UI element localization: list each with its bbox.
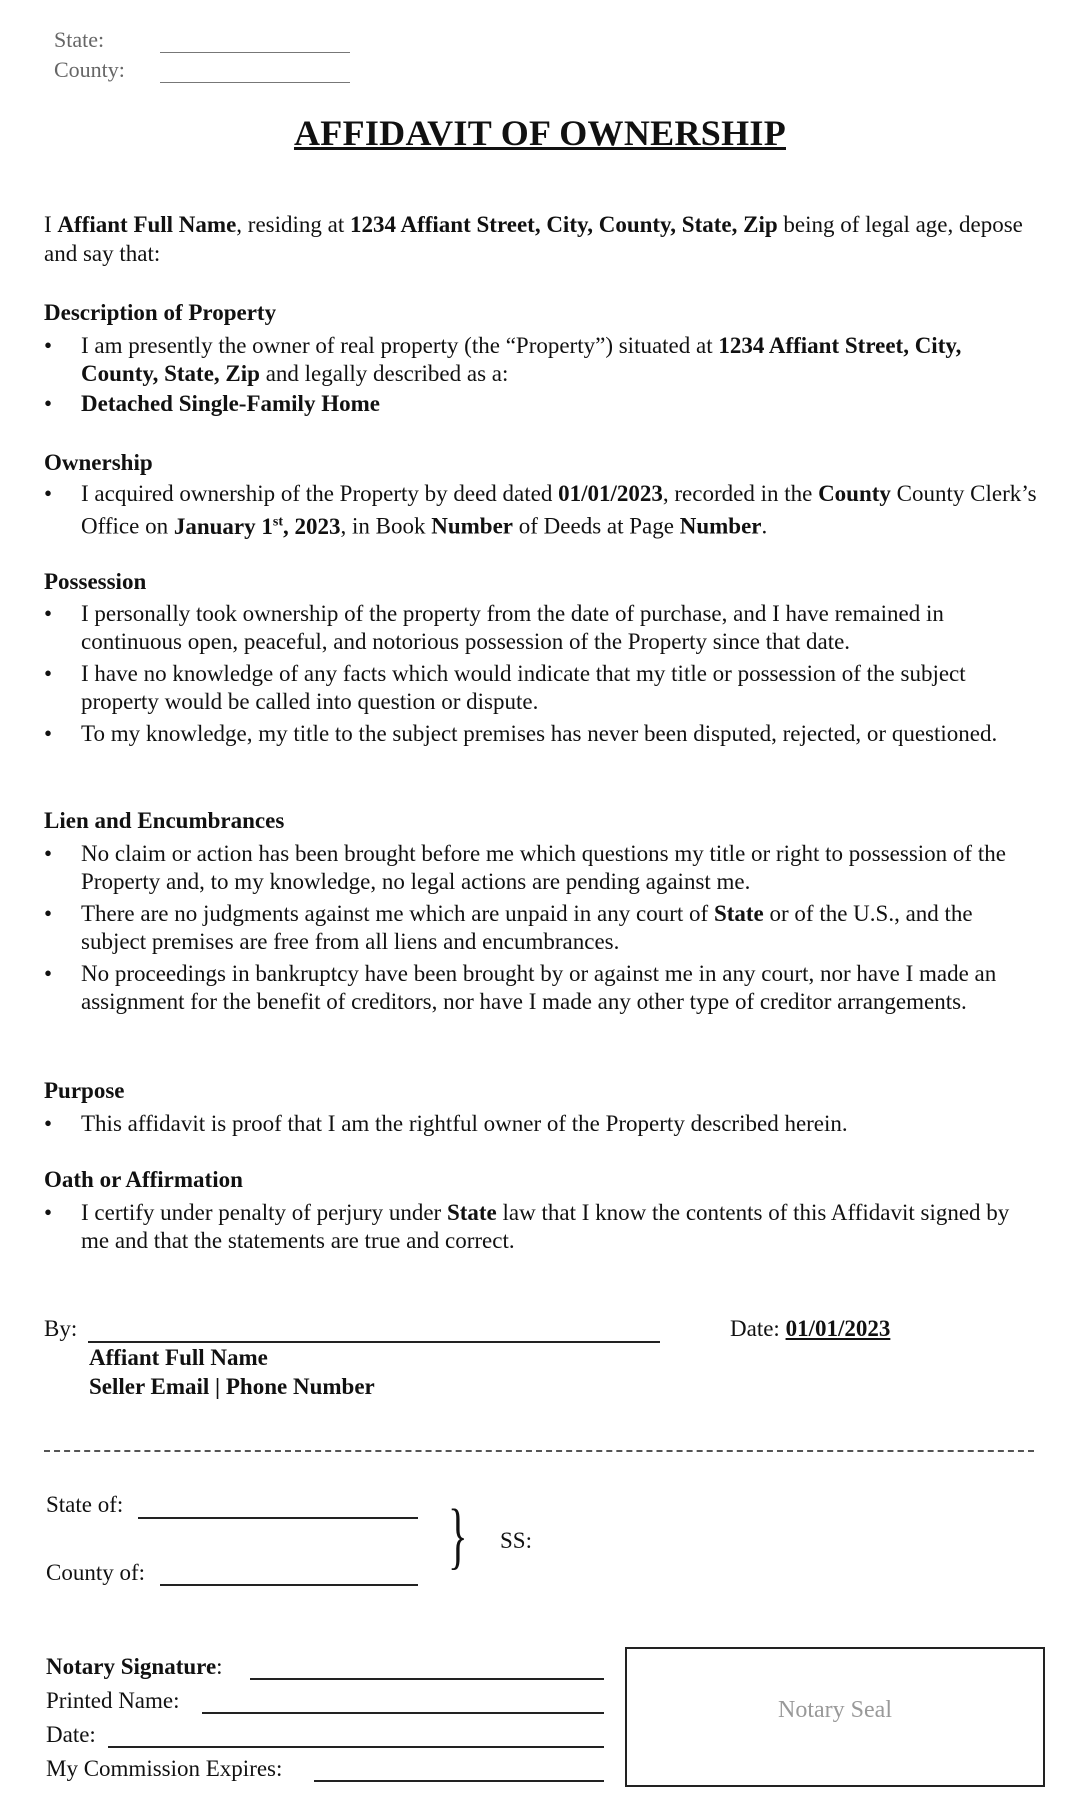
state-of-field[interactable] — [138, 1517, 418, 1519]
list-item: • I personally took ownership of the property from the date of purchase, and I have remained in continuous open, peaceful, and notorious possession of the Property since that date. — [44, 601, 944, 654]
notary-date-field[interactable] — [108, 1746, 604, 1748]
list-item: • This affidavit is proof that I am the rightful owner of the Property described herein. — [44, 1111, 848, 1136]
state-of-label: State of: — [46, 1492, 124, 1517]
commission-expires-label: My Commission Expires: — [46, 1756, 283, 1781]
ss-label: SS: — [500, 1528, 532, 1553]
section-divider — [44, 1450, 1034, 1452]
list-item: • No claim or action has been brought before me which questions my title or right to possession of the Property and, to my knowledge, no legal actions are pending against me. — [44, 841, 1006, 894]
list-item: • There are no judgments against me which are unpaid in any court of State or of the U.S., and the subject premises are free from all liens and encumbrances. — [44, 901, 973, 954]
signer-name: Affiant Full Name — [89, 1345, 268, 1370]
by-label: By: — [44, 1316, 78, 1341]
property-type: Detached Single-Family Home — [81, 391, 380, 416]
notary-date-label: Date: — [46, 1722, 96, 1747]
signer-contact: Seller Email | Phone Number — [89, 1374, 375, 1399]
commission-expires-field[interactable] — [314, 1780, 604, 1782]
signature-date: Date: 01/01/2023 — [730, 1316, 891, 1341]
printed-name-label: Printed Name: — [46, 1688, 180, 1713]
printed-name-field[interactable] — [202, 1712, 604, 1714]
section-heading-description: Description of Property — [44, 300, 277, 325]
header-county-label: County: — [54, 57, 125, 82]
section-heading-purpose: Purpose — [44, 1078, 125, 1103]
venue-brace: } — [447, 1495, 468, 1577]
notary-signature-field[interactable] — [250, 1678, 604, 1680]
notary-signature-label: Notary Signature: — [46, 1654, 223, 1679]
notary-seal-label: Notary Seal — [778, 1697, 892, 1723]
notary-seal-box — [625, 1647, 1045, 1787]
county-of-label: County of: — [46, 1560, 146, 1585]
list-item: • I certify under penalty of perjury under State law that I know the contents of this Affidavit signed by me and that the statements are true and correct. — [44, 1200, 1010, 1253]
signature-date-value: 01/01/2023 — [785, 1316, 891, 1341]
section-heading-possession: Possession — [44, 569, 147, 594]
section-heading-oath: Oath or Affirmation — [44, 1167, 243, 1192]
affiant-signature-line[interactable] — [88, 1341, 660, 1343]
section-heading-lien: Lien and Encumbrances — [44, 808, 285, 833]
list-item: • I have no knowledge of any facts which would indicate that my title or possession of the subject property would be called into question or dispute. — [44, 661, 966, 714]
affiant-address: 1234 Affiant Street, City, County, State, Zip — [350, 212, 778, 237]
list-item: • Detached Single-Family Home — [44, 391, 380, 416]
section-heading-ownership: Ownership — [44, 450, 153, 475]
header-county-field[interactable] — [160, 82, 350, 83]
county-of-field[interactable] — [160, 1584, 418, 1586]
intro-paragraph: I Affiant Full Name, residing at 1234 Affiant Street, City, County, State, Zip being of legal age, depose and say that: — [44, 212, 1023, 266]
list-item: • I am presently the owner of real property (the “Property”) situated at 1234 Affiant Street, City, County, State, Zip and legally described as a: — [44, 333, 962, 386]
list-item: • I acquired ownership of the Property by deed dated 01/01/2023, recorded in the County County Clerk’s Office on January 1st, 2023, in Book Number of Deeds at Page Number. — [44, 481, 1037, 539]
header-state-field[interactable] — [160, 52, 350, 53]
list-item: • No proceedings in bankruptcy have been brought by or against me in any court, nor have I made an assignment for the benefit of creditors, nor have I made any other type of creditor arrangements. — [44, 961, 997, 1014]
document-title: AFFIDAVIT OF OWNERSHIP — [293, 113, 786, 153]
header-state-label: State: — [54, 27, 105, 52]
affiant-name: Affiant Full Name — [57, 212, 237, 237]
list-item: • To my knowledge, my title to the subject premises has never been disputed, rejected, or questioned. — [44, 721, 998, 746]
